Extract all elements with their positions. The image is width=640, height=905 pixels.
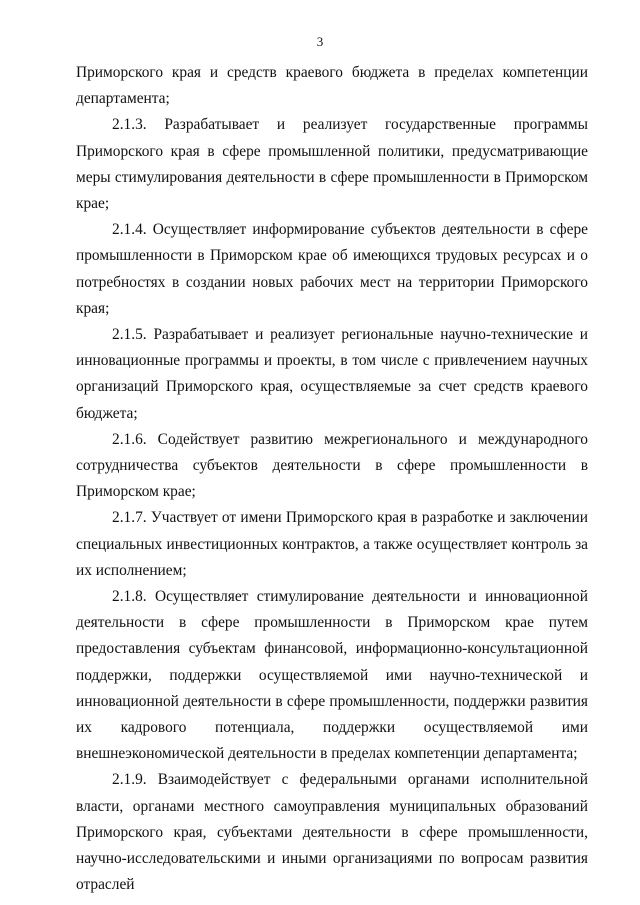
paragraph-2-1-9: 2.1.9. Взаимодействует с федеральными органами исполнительной власти, органами местного самоуправления муниципальных образований Приморского края, субъектами деятельности в сфере промышленности, научно-исследовательскими и иными организациями по вопросам развития отраслей xyxy=(76,771,588,894)
paragraph-2-1-7: 2.1.7. Участвует от имени Приморского края в разработке и заключении специальных инвестиционных контрактов, а также осуществляет контроль за их исполнением; xyxy=(76,509,588,579)
paragraph-2-1-5: 2.1.5. Разрабатывает и реализует региональные научно-технические и инновационные программы и проекты, в том числе с привлечением научных организаций Приморского края, осуществляемые за счет средств краевого бюджета; xyxy=(76,326,588,422)
paragraph-2-1-3: 2.1.3. Разрабатывает и реализует государственные программы Приморского края в сфере промышленной политики, предусматривающие меры стимулирования деятельности в сфере промышленности в Приморском крае; xyxy=(76,116,588,213)
document-body xyxy=(76,60,588,899)
paragraph-2-1-6: 2.1.6. Содействует развитию межрегионального и международного сотрудничества субъектов деятельности в сфере промышленности в Приморском крае; xyxy=(76,430,588,501)
paragraph-2-1-8: 2.1.8. Осуществляет стимулирование деятельности и инновационной деятельности в сфере промышленности в Приморском крае путем предоставления субъектам финансовой, информационно-консультационной поддержки, поддержки осуществляемой ими научно-технической и инновационной деятельности в сфере промышленности, поддержки развития их кадрового потенциала, поддержки осуществляемой ими внешнеэкономической деятельности в пределах компетенции департамента; xyxy=(76,588,588,763)
paragraph-2-1-4: 2.1.4. Осуществляет информирование субъектов деятельности в сфере промышленности в Приморском крае об имеющихся трудовых ресурсах и о потребностях в создании новых рабочих мест на территории Приморского края; xyxy=(76,221,588,317)
page-number: 3 xyxy=(316,34,324,49)
paragraph-continuation: Приморского края и средств краевого бюджета в пределах компетенции департамента; xyxy=(76,64,588,108)
